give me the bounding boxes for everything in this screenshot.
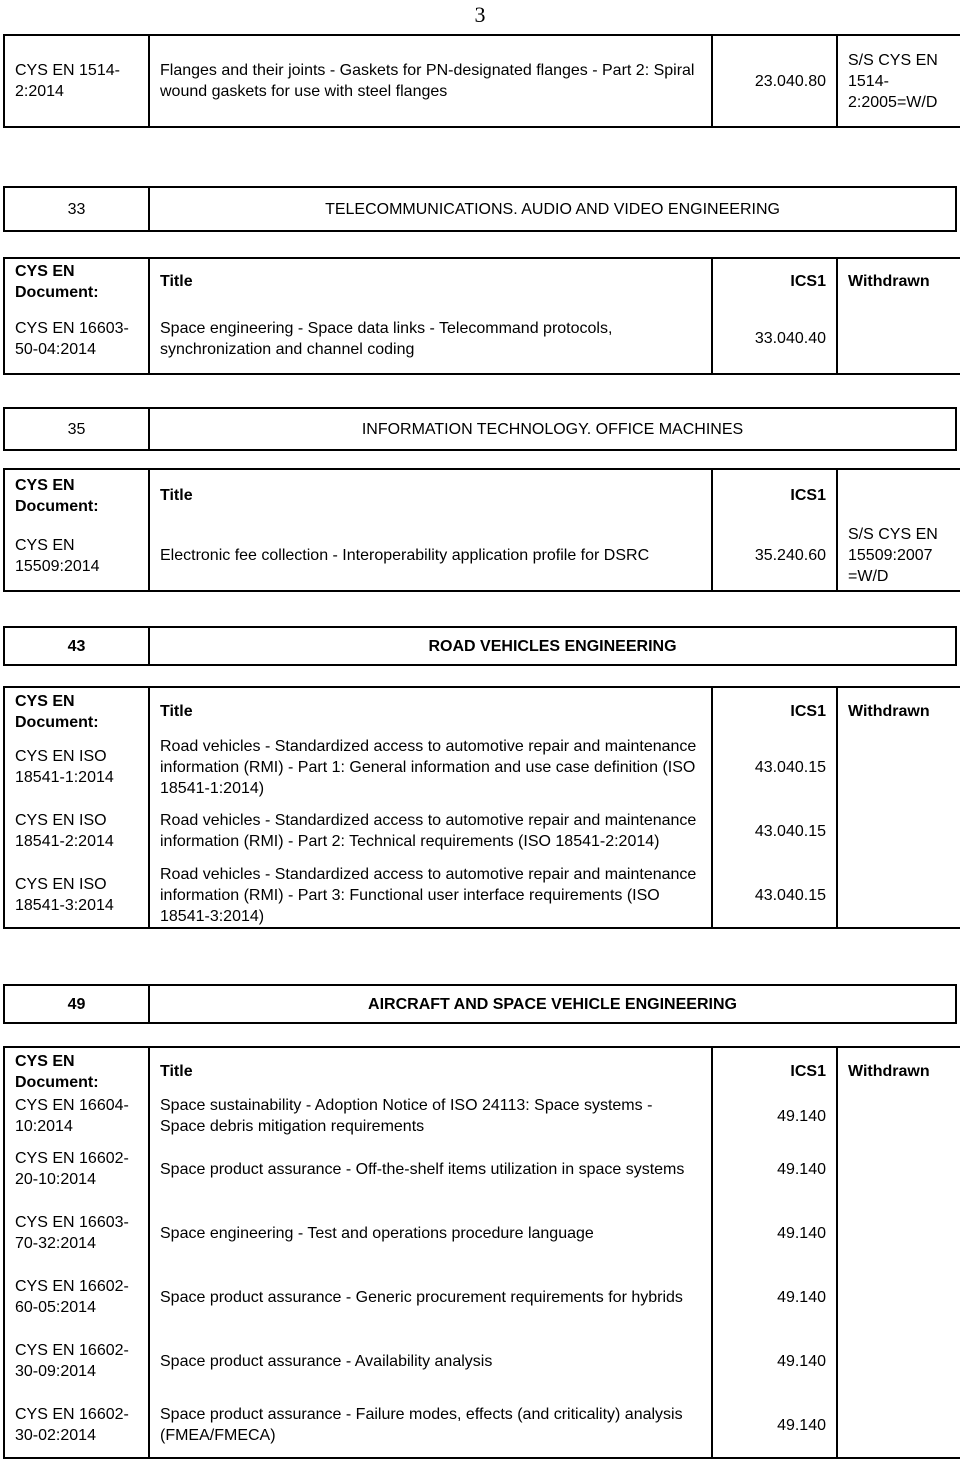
- header-ics: ICS1: [712, 1047, 837, 1095]
- ics-code: 43.040.15: [754, 886, 826, 904]
- section-43-table: [3, 686, 960, 929]
- header-title: Title: [149, 469, 712, 521]
- header-document: CYS EN Document:: [4, 687, 149, 735]
- doc-codes-cell: [4, 735, 149, 928]
- header-document: CYS EN Document:: [4, 258, 149, 304]
- section-49-heading: [3, 984, 957, 1024]
- withdrawn-cell: [837, 1095, 960, 1458]
- header-ics: ICS1: [712, 469, 837, 521]
- header-document: CYS EN Document:: [4, 1047, 149, 1095]
- doc-codes-cell: [4, 1095, 149, 1458]
- section-number: 43: [4, 627, 149, 665]
- ics-code: 49.140: [777, 1160, 826, 1178]
- doc-title: Space product assurance - Off-the-shelf items utilization in space systems: [160, 1160, 685, 1178]
- ics-code: 43.040.15: [754, 758, 826, 776]
- ics-code: 49.140: [777, 1352, 826, 1370]
- header-title: Title: [149, 1047, 712, 1095]
- section-33-heading: [3, 186, 957, 232]
- carryover-entry-table: [3, 34, 960, 128]
- section-43-heading: [3, 626, 957, 666]
- doc-titles-cell: [149, 1095, 712, 1458]
- doc-code: CYS EN 16602-60-05:2014: [15, 1278, 129, 1316]
- ics-code: 49.140: [777, 1416, 826, 1434]
- doc-code: CYS EN 16603-70-32:2014: [15, 1214, 129, 1252]
- withdrawn-note: S/S CYS EN 15509:2007 =W/D: [837, 521, 960, 591]
- header-title: Title: [149, 258, 712, 304]
- section-33-table: [3, 257, 960, 375]
- ics-code: 23.040.80: [712, 35, 837, 127]
- doc-code: CYS EN 16602-30-09:2014: [15, 1342, 129, 1380]
- header-withdrawn-empty: [837, 469, 960, 521]
- doc-code: CYS EN 16603-50-04:2014: [4, 304, 149, 374]
- doc-title: Space sustainability - Adoption Notice of ISO 24113: Space systems - Space debris mitigation requirements: [160, 1097, 653, 1135]
- doc-title: Space engineering - Space data links - Telecommand protocols, synchronization and channel coding: [149, 304, 712, 374]
- page-number: 3: [474, 2, 486, 27]
- doc-code: CYS EN 16604-10:2014: [15, 1097, 129, 1135]
- doc-code: CYS EN ISO 18541-3:2014: [15, 876, 114, 914]
- withdrawn-cell: [837, 735, 960, 928]
- ics-cell: [712, 735, 837, 928]
- doc-code: CYS EN 16602-20-10:2014: [15, 1150, 129, 1188]
- doc-title: Flanges and their joints - Gaskets for PN-designated flanges - Part 2: Spiral wound gaskets for use with steel flanges: [149, 35, 712, 127]
- ics-cell: [712, 1095, 837, 1458]
- doc-title: Space product assurance - Availability analysis: [160, 1352, 493, 1370]
- doc-title: Road vehicles - Standardized access to automotive repair and maintenance information (RMI) - Part 2: Technical requirements (ISO 18541-2:2014): [160, 812, 697, 850]
- doc-code: CYS EN 16602-30-02:2014: [15, 1406, 129, 1444]
- header-document: CYS EN Document:: [4, 469, 149, 521]
- doc-code: CYS EN ISO 18541-1:2014: [15, 748, 114, 786]
- doc-code: CYS EN ISO 18541-2:2014: [15, 812, 114, 850]
- section-49-table: [3, 1046, 960, 1459]
- ics-code: 33.040.40: [712, 304, 837, 374]
- doc-code: CYS EN 1514-2:2014: [4, 35, 149, 127]
- section-number: 33: [4, 187, 149, 231]
- section-number: 49: [4, 985, 149, 1023]
- section-name: ROAD VEHICLES ENGINEERING: [149, 627, 956, 665]
- doc-title: Space product assurance - Failure modes, effects (and criticality) analysis (FMEA/FMECA): [160, 1406, 683, 1444]
- withdrawn-note: S/S CYS EN 1514-2:2005=W/D: [837, 35, 960, 127]
- doc-title: Space product assurance - Generic procurement requirements for hybrids: [160, 1288, 683, 1306]
- section-number: 35: [4, 408, 149, 450]
- header-withdrawn: Withdrawn: [837, 258, 960, 304]
- doc-title: Electronic fee collection - Interoperability application profile for DSRC: [149, 521, 712, 591]
- header-title: Title: [149, 687, 712, 735]
- doc-titles-cell: [149, 735, 712, 928]
- doc-title: Space engineering - Test and operations procedure language: [160, 1224, 594, 1242]
- header-withdrawn: Withdrawn: [837, 1047, 960, 1095]
- section-name: TELECOMMUNICATIONS. AUDIO AND VIDEO ENGINEERING: [149, 187, 956, 231]
- withdrawn-note: [837, 304, 960, 374]
- doc-title: Road vehicles - Standardized access to automotive repair and maintenance information (RMI) - Part 1: General information and use case definition (ISO 18541-1:2014): [160, 737, 697, 797]
- header-withdrawn: Withdrawn: [837, 687, 960, 735]
- ics-code: 35.240.60: [712, 521, 837, 591]
- header-ics: ICS1: [712, 687, 837, 735]
- ics-code: 49.140: [777, 1107, 826, 1125]
- section-name: INFORMATION TECHNOLOGY. OFFICE MACHINES: [149, 408, 956, 450]
- ics-code: 43.040.15: [754, 822, 826, 840]
- header-ics: ICS1: [712, 258, 837, 304]
- section-35-table: [3, 468, 960, 592]
- doc-code: CYS EN 15509:2014: [4, 521, 149, 591]
- ics-code: 49.140: [777, 1224, 826, 1242]
- section-35-heading: [3, 407, 957, 451]
- ics-code: 49.140: [777, 1288, 826, 1306]
- doc-title: Road vehicles - Standardized access to automotive repair and maintenance information (RMI) - Part 3: Functional user interface requirements (ISO 18541-3:2014): [160, 865, 697, 925]
- section-name: AIRCRAFT AND SPACE VEHICLE ENGINEERING: [149, 985, 956, 1023]
